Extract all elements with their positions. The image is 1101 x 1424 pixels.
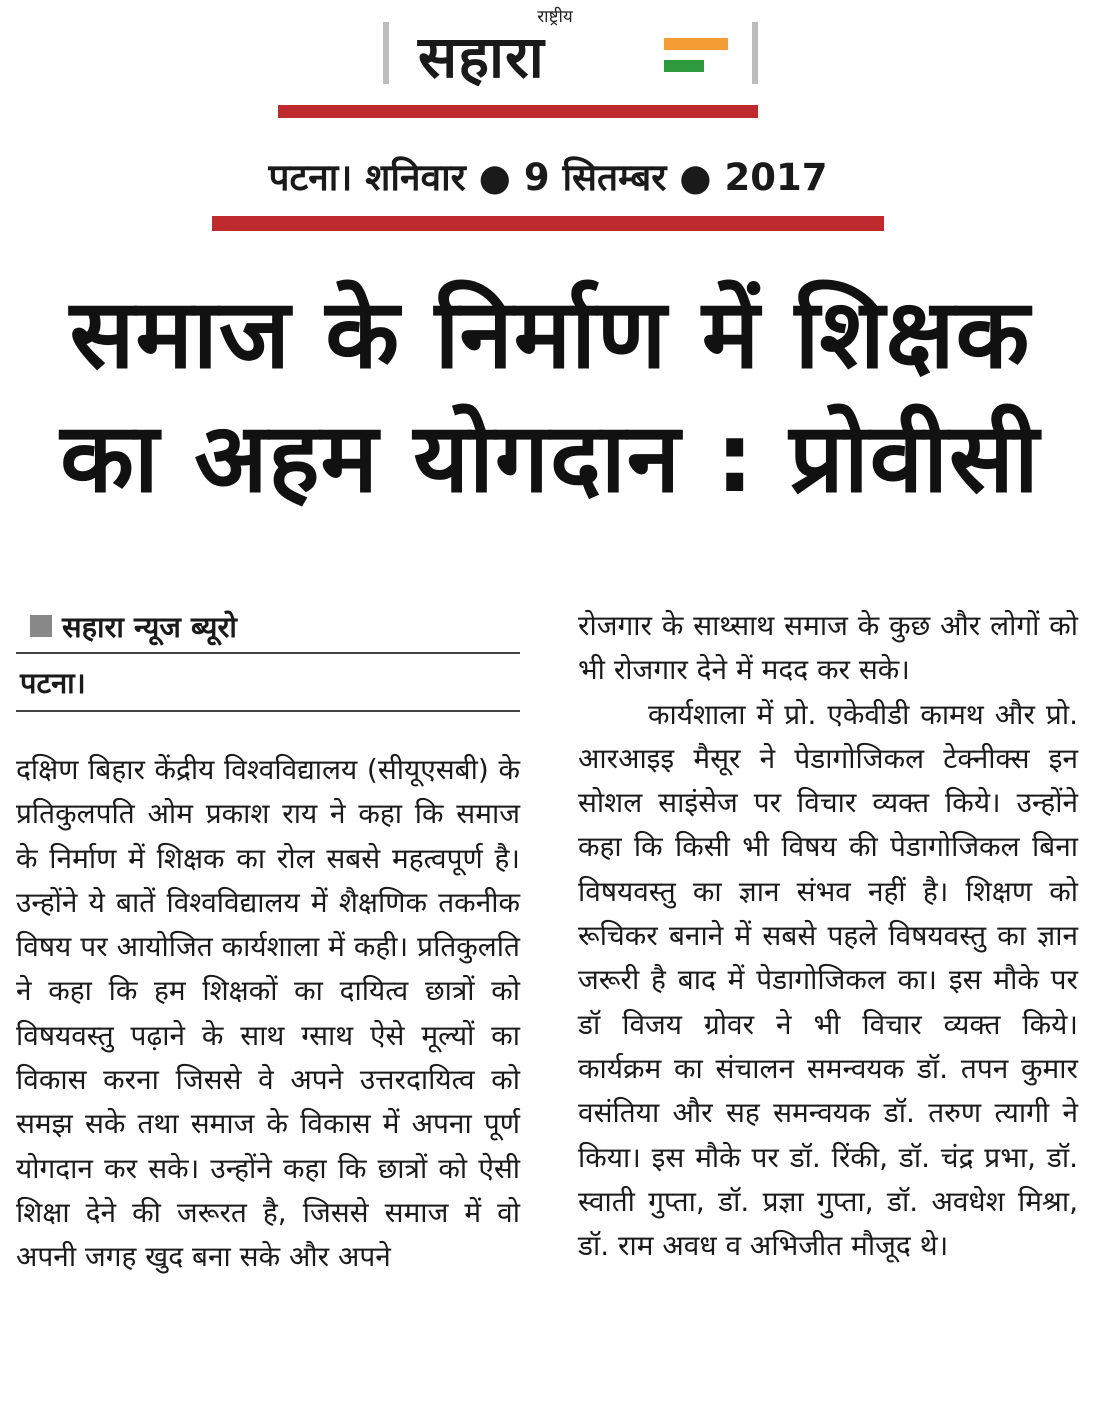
- square-bullet-icon: [30, 615, 52, 637]
- masthead-kicker: राष्ट्रीय: [537, 7, 573, 27]
- headline-line-1: समाज के निर्माण में शिक्षक: [69, 278, 1031, 390]
- masthead-divider: [278, 105, 758, 118]
- flag-green-stripe: [664, 60, 704, 72]
- masthead-left-bar: [383, 22, 389, 84]
- headline-line-2: का अहम योगदान : प्रोवीसी: [60, 402, 1040, 514]
- dateline-place: पटना।: [20, 665, 86, 700]
- article-paragraph: दक्षिण बिहार केंद्रीय विश्वविद्यालय (सीयूएसबी) के प्रतिकुलपति ओम प्रकाश राय ने कहा कि समाज के निर्माण में शिक्षक का रोल सबसे महत्वपूर्ण है। उन्होंने ये बातें विश्वविद्यालय में शैक्षणिक तकनीक विषय पर आयोजित कार्यशाला में कही। प्रतिकुलति ने कहा कि हम शिक्षकों का दायित्व छात्रों को विषयवस्तु पढ़ाने के साथ ग्साथ ऐसे मूल्यों का विकास करना जिससे वे अपने उत्तरदायित्व को समझ सके तथा समाज के विकास में अपना पूर्ण योगदान कर सके। उन्होंने कहा कि छात्रों को ऐसी शिक्षा देने की जरूरत है, जिससे समाज में वो अपनी जगह खुद बना सके और अपने: [16, 753, 520, 1274]
- article-right-column: [578, 604, 1078, 1268]
- masthead: [0, 0, 1101, 130]
- flag-saffron-stripe: [664, 38, 728, 50]
- article-paragraph: कार्यशाला में प्रो. एकेवीडी कामथ और प्रो. आरआइइ मैसूर ने पेडागोजिकल टेक्नीक्स इन सोशल साइंसेज पर विचार व्यक्त किये। उन्होंने कहा कि किसी भी विषय की पेडागोजिकल बिना विषयवस्तु का ज्ञान संभव नहीं है। शिक्षण को रूचिकर बनाने में सबसे पहले विषयवस्तु का ज्ञान जरूरी है बाद में पेडागोजिकल का। इस मौके पर डॉ विजय ग्रोवर ने भी विचार व्यक्त किये। कार्यक्रम का संचालन समन्वयक डॉ. तपन कुमार वसंतिया और सह समन्वयक डॉ. तरुण त्यागी ने किया। इस मौके पर डॉ. रिंकी, डॉ. चंद्र प्रभा, डॉ. स्वाती गुप्ता, डॉ. प्रज्ञा गुप्ता, डॉ. अवधेश मिश्रा, डॉ. राम अवध व अभिजीत मौजूद थे।: [578, 697, 1078, 1263]
- dateline-divider: [212, 216, 884, 231]
- headline: [20, 272, 1080, 520]
- byline: सहारा न्यूज ब्यूरो: [62, 609, 237, 644]
- masthead-right-bar: [752, 22, 758, 84]
- dateline: पटना। शनिवार ● 9 सितम्बर ● 2017: [268, 156, 828, 199]
- newspaper-logo: सहारा: [418, 23, 545, 91]
- article-paragraph: रोजगार के साथ्साथ समाज के कुछ और लोगों को भी रोजगार देने में मदद कर सके।: [578, 609, 1078, 687]
- byline-row: [16, 600, 520, 654]
- tricolor-flag-icon: [664, 38, 728, 78]
- place-row: [16, 654, 520, 712]
- article-left-column: [16, 600, 520, 1274]
